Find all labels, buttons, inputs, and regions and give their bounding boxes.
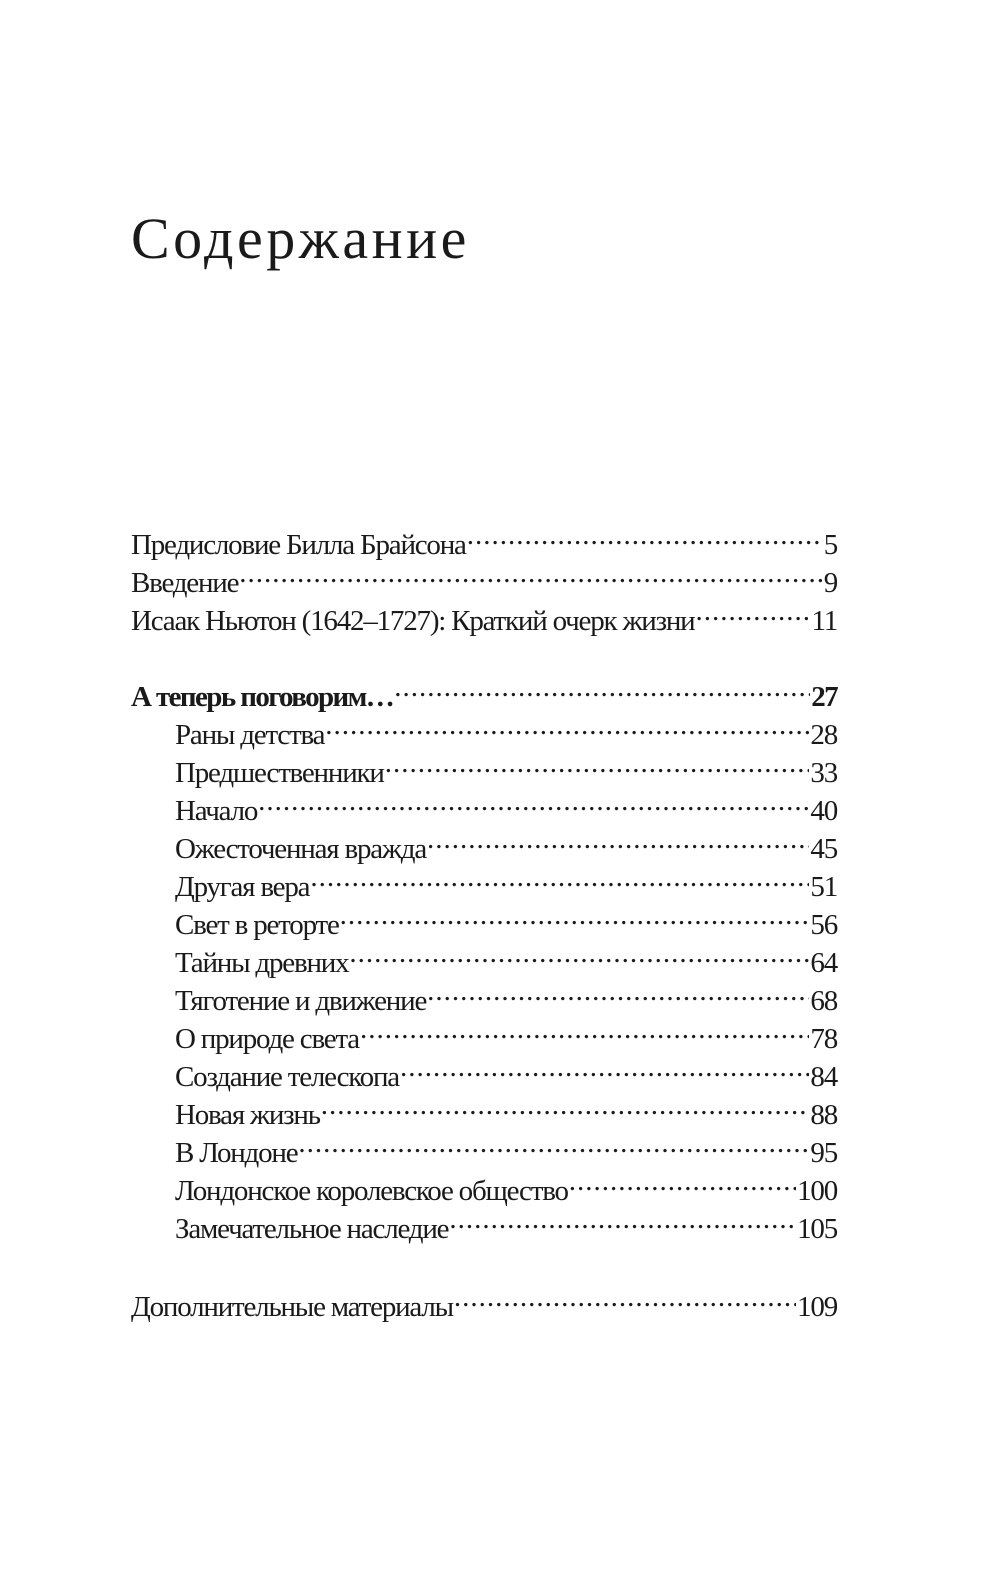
toc-entry xyxy=(131,516,837,561)
toc-entry-label: Предисловие Билла Брайсона xyxy=(131,529,466,561)
toc-page-number: 84 xyxy=(810,1061,837,1093)
dot-leader xyxy=(258,782,809,820)
toc-entry-label: Исаак Ньютон (1642–1727): Краткий очерк жизни xyxy=(131,605,695,637)
toc-entry-label: Дополнительные материалы xyxy=(131,1291,453,1323)
toc-page-number: 64 xyxy=(810,947,837,979)
toc-entry-label: Начало xyxy=(175,795,258,827)
dot-leader xyxy=(454,1278,796,1316)
toc-page-number: 45 xyxy=(810,833,837,865)
toc-page-number: 40 xyxy=(810,795,837,827)
toc-entry-label: Тяготение и движение xyxy=(175,985,427,1017)
toc-entry-label: Другая вера xyxy=(175,871,310,903)
toc-entry-label: Новая жизнь xyxy=(175,1099,320,1131)
dot-leader xyxy=(400,1048,809,1086)
dot-leader xyxy=(325,706,809,744)
toc-page-number: 88 xyxy=(810,1099,837,1131)
toc-entry-label: Тайны древних xyxy=(175,947,349,979)
toc-entry-label: Замечательное наследие xyxy=(175,1213,449,1245)
toc-page-number: 9 xyxy=(823,567,837,599)
toc-page-number: 78 xyxy=(810,1023,837,1055)
toc-page-number: 95 xyxy=(810,1137,837,1169)
toc-page-number: 68 xyxy=(810,985,837,1017)
toc-section-heading xyxy=(131,668,837,713)
toc-page-number: 51 xyxy=(810,871,837,903)
dot-leader xyxy=(696,592,811,630)
dot-leader xyxy=(467,516,823,554)
toc-page-number: 100 xyxy=(797,1175,837,1207)
toc-page-number: 105 xyxy=(797,1213,837,1245)
page-title: Содержание xyxy=(131,206,470,271)
toc-entry xyxy=(131,1278,837,1323)
dot-leader xyxy=(310,858,809,896)
toc-entry-label: Введение xyxy=(131,567,239,599)
toc-entry-label: Свет в реторте xyxy=(175,909,339,941)
dot-leader xyxy=(239,554,822,592)
table-of-contents xyxy=(131,516,837,1323)
toc-entry-label: Предшественники xyxy=(175,757,384,789)
toc-page-number: 28 xyxy=(810,719,837,751)
dot-leader xyxy=(321,1086,810,1124)
dot-leader xyxy=(449,1200,796,1238)
toc-page-number: 56 xyxy=(810,909,837,941)
dot-leader xyxy=(569,1162,796,1200)
dot-leader xyxy=(298,1124,809,1162)
toc-entry-label: О природе света xyxy=(175,1023,359,1055)
toc-page-number: 33 xyxy=(810,757,837,789)
dot-leader xyxy=(394,668,810,706)
dot-leader xyxy=(349,934,809,972)
toc-page-number: 27 xyxy=(811,681,837,713)
dot-leader xyxy=(385,744,810,782)
toc-entry-label: А теперь поговорим… xyxy=(131,681,394,713)
toc-entry-label: В Лондоне xyxy=(175,1137,298,1169)
toc-page-number: 109 xyxy=(797,1291,837,1323)
dot-leader xyxy=(427,972,809,1010)
dot-leader xyxy=(427,820,809,858)
toc-entry-label: Раны детства xyxy=(175,719,325,751)
toc-page-number: 5 xyxy=(823,529,837,561)
toc-page-number: 11 xyxy=(811,605,837,637)
toc-entry-label: Создание телескопа xyxy=(175,1061,399,1093)
toc-entry-label: Ожесточенная вражда xyxy=(175,833,426,865)
toc-entry-label: Лондонское королевское общество xyxy=(175,1175,568,1207)
dot-leader xyxy=(360,1010,809,1048)
dot-leader xyxy=(340,896,810,934)
